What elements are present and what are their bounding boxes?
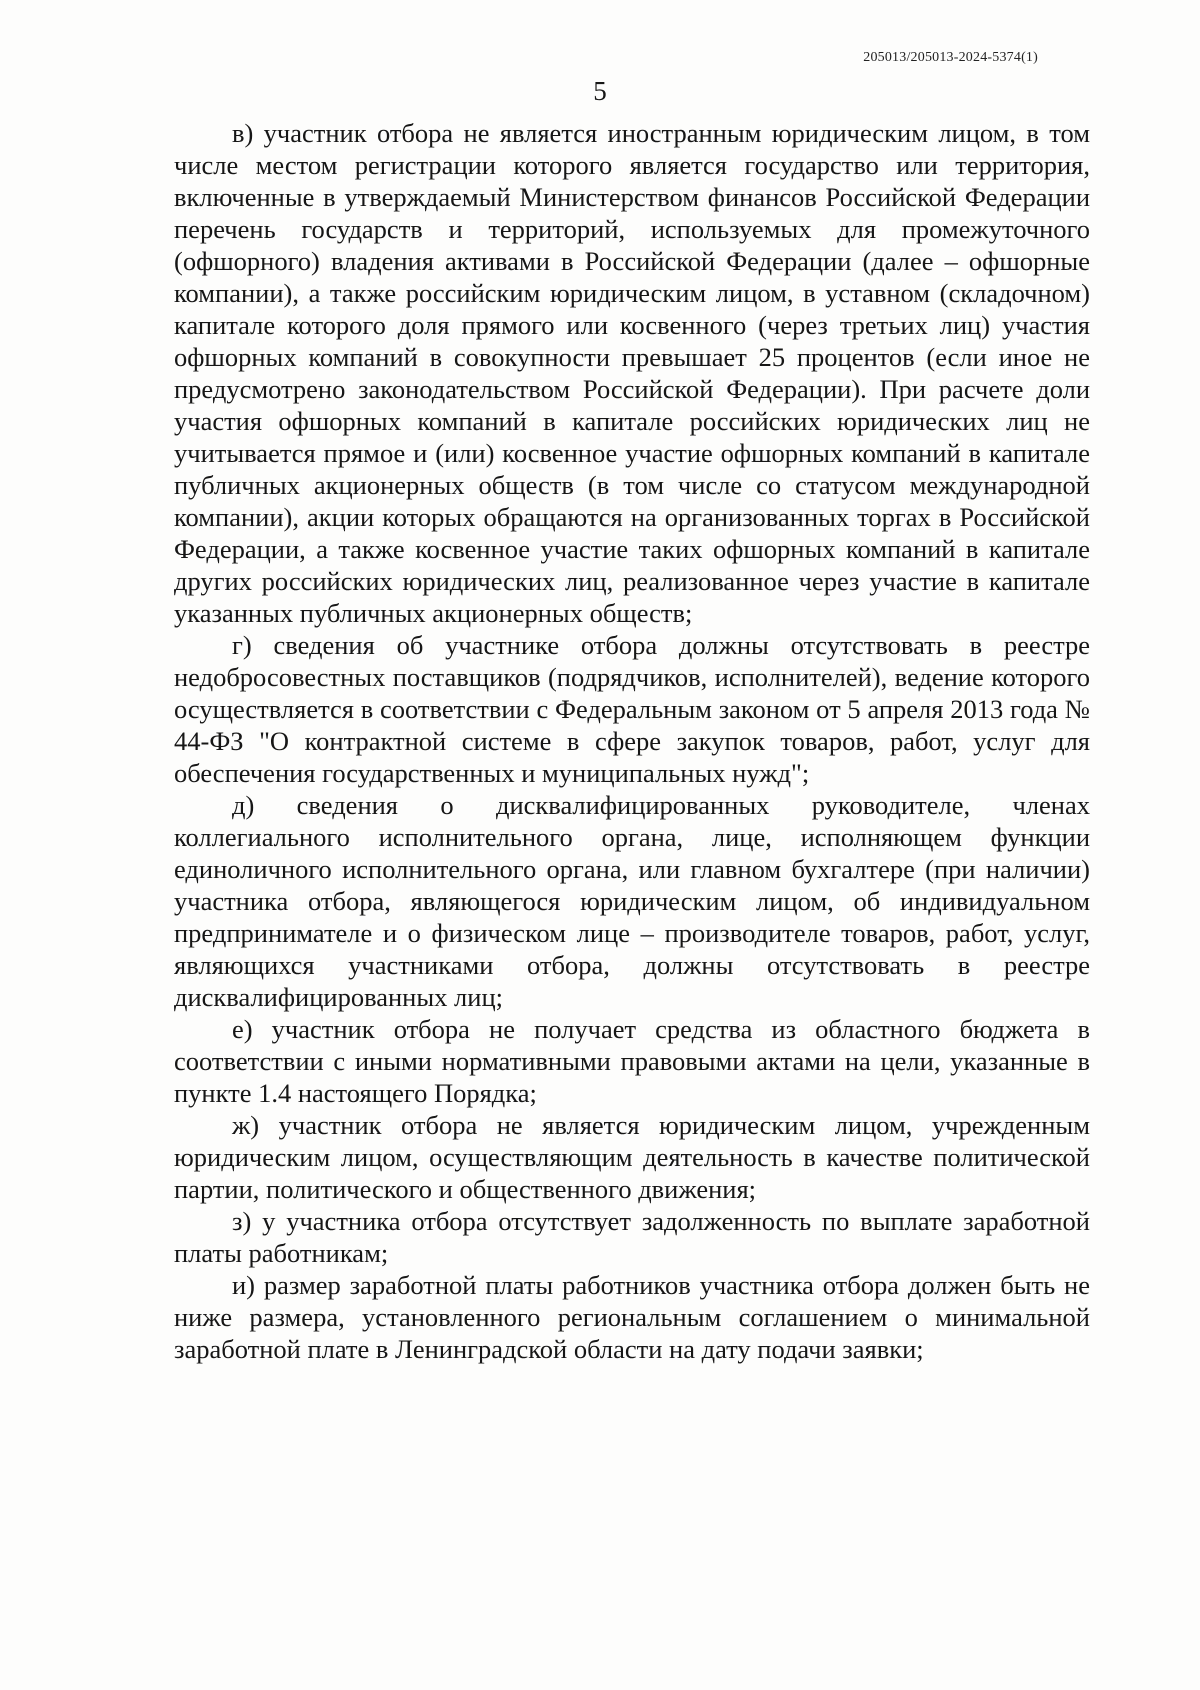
- paragraph-i: и) размер заработной платы работников участника отбора должен быть не ниже размера, установленного региональным соглашением о минимальной заработной плате в Ленинградской области на дату подачи заявки;: [174, 1270, 1090, 1364]
- paragraph-v: в) участник отбора не является иностранным юридическим лицом, в том числе местом регистрации которого является государство или территория, включенные в утверждаемый Министерством финансов Российской Федерации перечень государств и территорий, используемых для промежуточного (офшорного) владения активами в Российской Федерации (далее – офшорные компании), а также российским юридическим лицом, в уставном (складочном) капитале которого доля прямого или косвенного (через третьих лиц) участия офшорных компаний в совокупности превышает 25 процентов (если иное не предусмотрено законодательством Российской Федерации). При расчете доли участия офшорных компаний в капитале российских юридических лиц не учитывается прямое и (или) косвенное участие офшорных компаний в капитале публичных акционерных обществ (в том числе со статусом международной компании), акции которых обращаются на организованных торгах в Российской Федерации, а также косвенное участие таких офшорных компаний в капитале других российских юридических лиц, реализованное через участие в капитале указанных публичных акционерных обществ;: [174, 118, 1090, 628]
- document-id: 205013/205013-2024-5374(1): [863, 50, 1038, 65]
- paragraph-g: г) сведения об участнике отбора должны отсутствовать в реестре недобросовестных поставщиков (подрядчиков, исполнителей), ведение которого осуществляется в соответствии с Федеральным законом от 5 апреля 2013 года № 44-ФЗ "О контрактной системе в сфере закупок товаров, работ, услуг для обеспечения государственных и муниципальных нужд";: [174, 630, 1090, 788]
- paragraph-e: е) участник отбора не получает средства из областного бюджета в соответствии с иными нормативными правовыми актами на цели, указанные в пункте 1.4 настоящего Порядка;: [174, 1014, 1090, 1108]
- page-number: 5: [593, 76, 607, 106]
- document-body: [174, 117, 1090, 1365]
- paragraph-zh: ж) участник отбора не является юридическим лицом, учрежденным юридическим лицом, осуществляющим деятельность в качестве политической партии, политического и общественного движения;: [174, 1110, 1090, 1204]
- paragraph-z: з) у участника отбора отсутствует задолженность по выплате заработной платы работникам;: [174, 1206, 1090, 1268]
- paragraph-d: д) сведения о дисквалифицированных руководителе, членах коллегиального исполнительного органа, лице, исполняющем функции единоличного исполнительного органа, или главном бухгалтере (при наличии) участника отбора, являющегося юридическим лицом, об индивидуальном предпринимателе и о физическом лице – производителе товаров, работ, услуг, являющихся участниками отбора, должны отсутствовать в реестре дисквалифицированных лиц;: [174, 790, 1090, 1012]
